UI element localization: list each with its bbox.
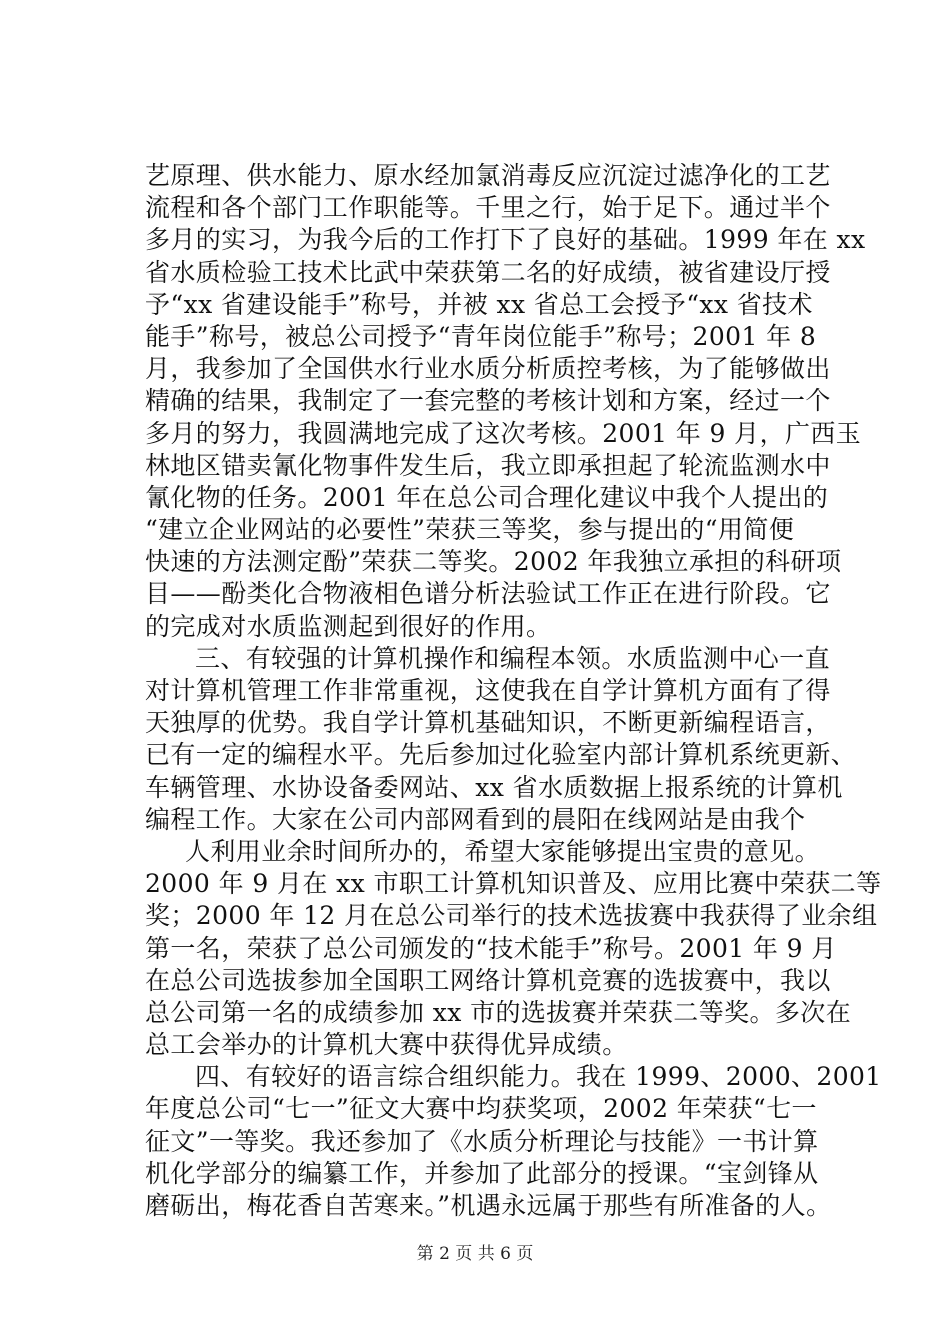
text-line: 总工会举办的计算机大赛中获得优异成绩。 [145,1030,628,1060]
text-line: 月，我参加了全国供水行业水质分析质控考核，为了能够做出 [145,354,831,384]
text-line: 天独厚的优势。我自学计算机基础知识，不断更新编程语言， [145,708,831,738]
text-line: 多月的实习，为我今后的工作打下了良好的基础。1999 年在 xx [145,225,866,255]
text-line: 氰化物的任务。2001 年在总公司合理化建议中我个人提出的 [145,482,829,512]
text-line: 艺原理、供水能力、原水经加氯消毒反应沉淀过滤净化的工艺 [145,161,831,190]
text-line: 精确的结果，我制定了一套完整的考核计划和方案，经过一个 [145,386,831,416]
text-line: 已有一定的编程水平。先后参加过化验室内部计算机系统更新、 [145,740,857,770]
paragraph-start-line: 人利用业余时间所办的，希望大家能够提出宝贵的意见。 [185,836,821,866]
text-line: 奖；2000 年 12 月在总公司举行的技术选拔赛中我获得了业余组 [145,901,878,931]
text-line: 磨砺出，梅花香自苦寒来。”机遇永远属于那些有所准备的人。 [145,1191,832,1220]
text-line: 予“xx 省建设能手”称号，并被 xx 省总工会授予“xx 省技术 [145,289,813,319]
text-line: 多月的努力，我圆满地完成了这次考核。2001 年 9 月，广西玉 [145,418,862,448]
text-line: 的完成对水质监测起到很好的作用。 [145,611,552,641]
text-line: 总公司第一名的成绩参加 xx 市的选拔赛并荣获二等奖。多次在 [145,997,852,1027]
text-line: 流程和各个部门工作职能等。千里之行，始于足下。通过半个 [145,193,831,223]
paragraph-start-line: 三、有较强的计算机操作和编程本领。水质监测中心一直 [195,643,831,673]
text-line: 省水质检验工技术比武中荣获第二名的好成绩，被省建设厅授 [145,257,831,287]
page-number-footer: 第 2 页 共 6 页 [416,1244,534,1264]
text-line: 目——酚类化合物液相色谱分析法验试工作正在进行阶段。它 [145,579,831,609]
document-body [145,160,882,1222]
text-line: 编程工作。大家在公司内部网看到的晨阳在线网站是由我个 [145,804,806,834]
paragraph-start-line: 四、有较好的语言综合组织能力。我在 1999、2000、2001 [195,1062,882,1092]
text-line: 车辆管理、水协设备委网站、xx 省水质数据上报系统的计算机 [145,772,843,802]
text-line: 年度总公司“七一”征文大赛中均获奖项，2002 年荣获“七一 [145,1094,817,1124]
text-line: 快速的方法测定酚”荣获二等奖。2002 年我独立承担的科研项 [145,547,842,577]
text-line: 林地区错卖氰化物事件发生后，我立即承担起了轮流监测水中 [145,450,831,480]
text-line: “建立企业网站的必要性”荣获三等奖，参与提出的“用简便 [145,515,795,545]
text-line: 在总公司选拔参加全国职工网络计算机竞赛的选拔赛中，我以 [145,965,831,995]
text-line: 机化学部分的编纂工作，并参加了此部分的授课。“宝剑锋从 [145,1158,819,1188]
text-line: 征文”一等奖。我还参加了《水质分析理论与技能》一书计算 [145,1126,819,1156]
text-line: 2000 年 9 月在 xx 市职工计算机知识普及、应用比赛中荣获二等 [145,869,882,899]
text-line: 对计算机管理工作非常重视，这使我在自学计算机方面有了得 [145,676,831,705]
text-line: 能手”称号，被总公司授予“青年岗位能手”称号；2001 年 8 [145,321,817,351]
text-line: 第一名，荣获了总公司颁发的“技术能手”称号。2001 年 9 月 [145,933,837,963]
